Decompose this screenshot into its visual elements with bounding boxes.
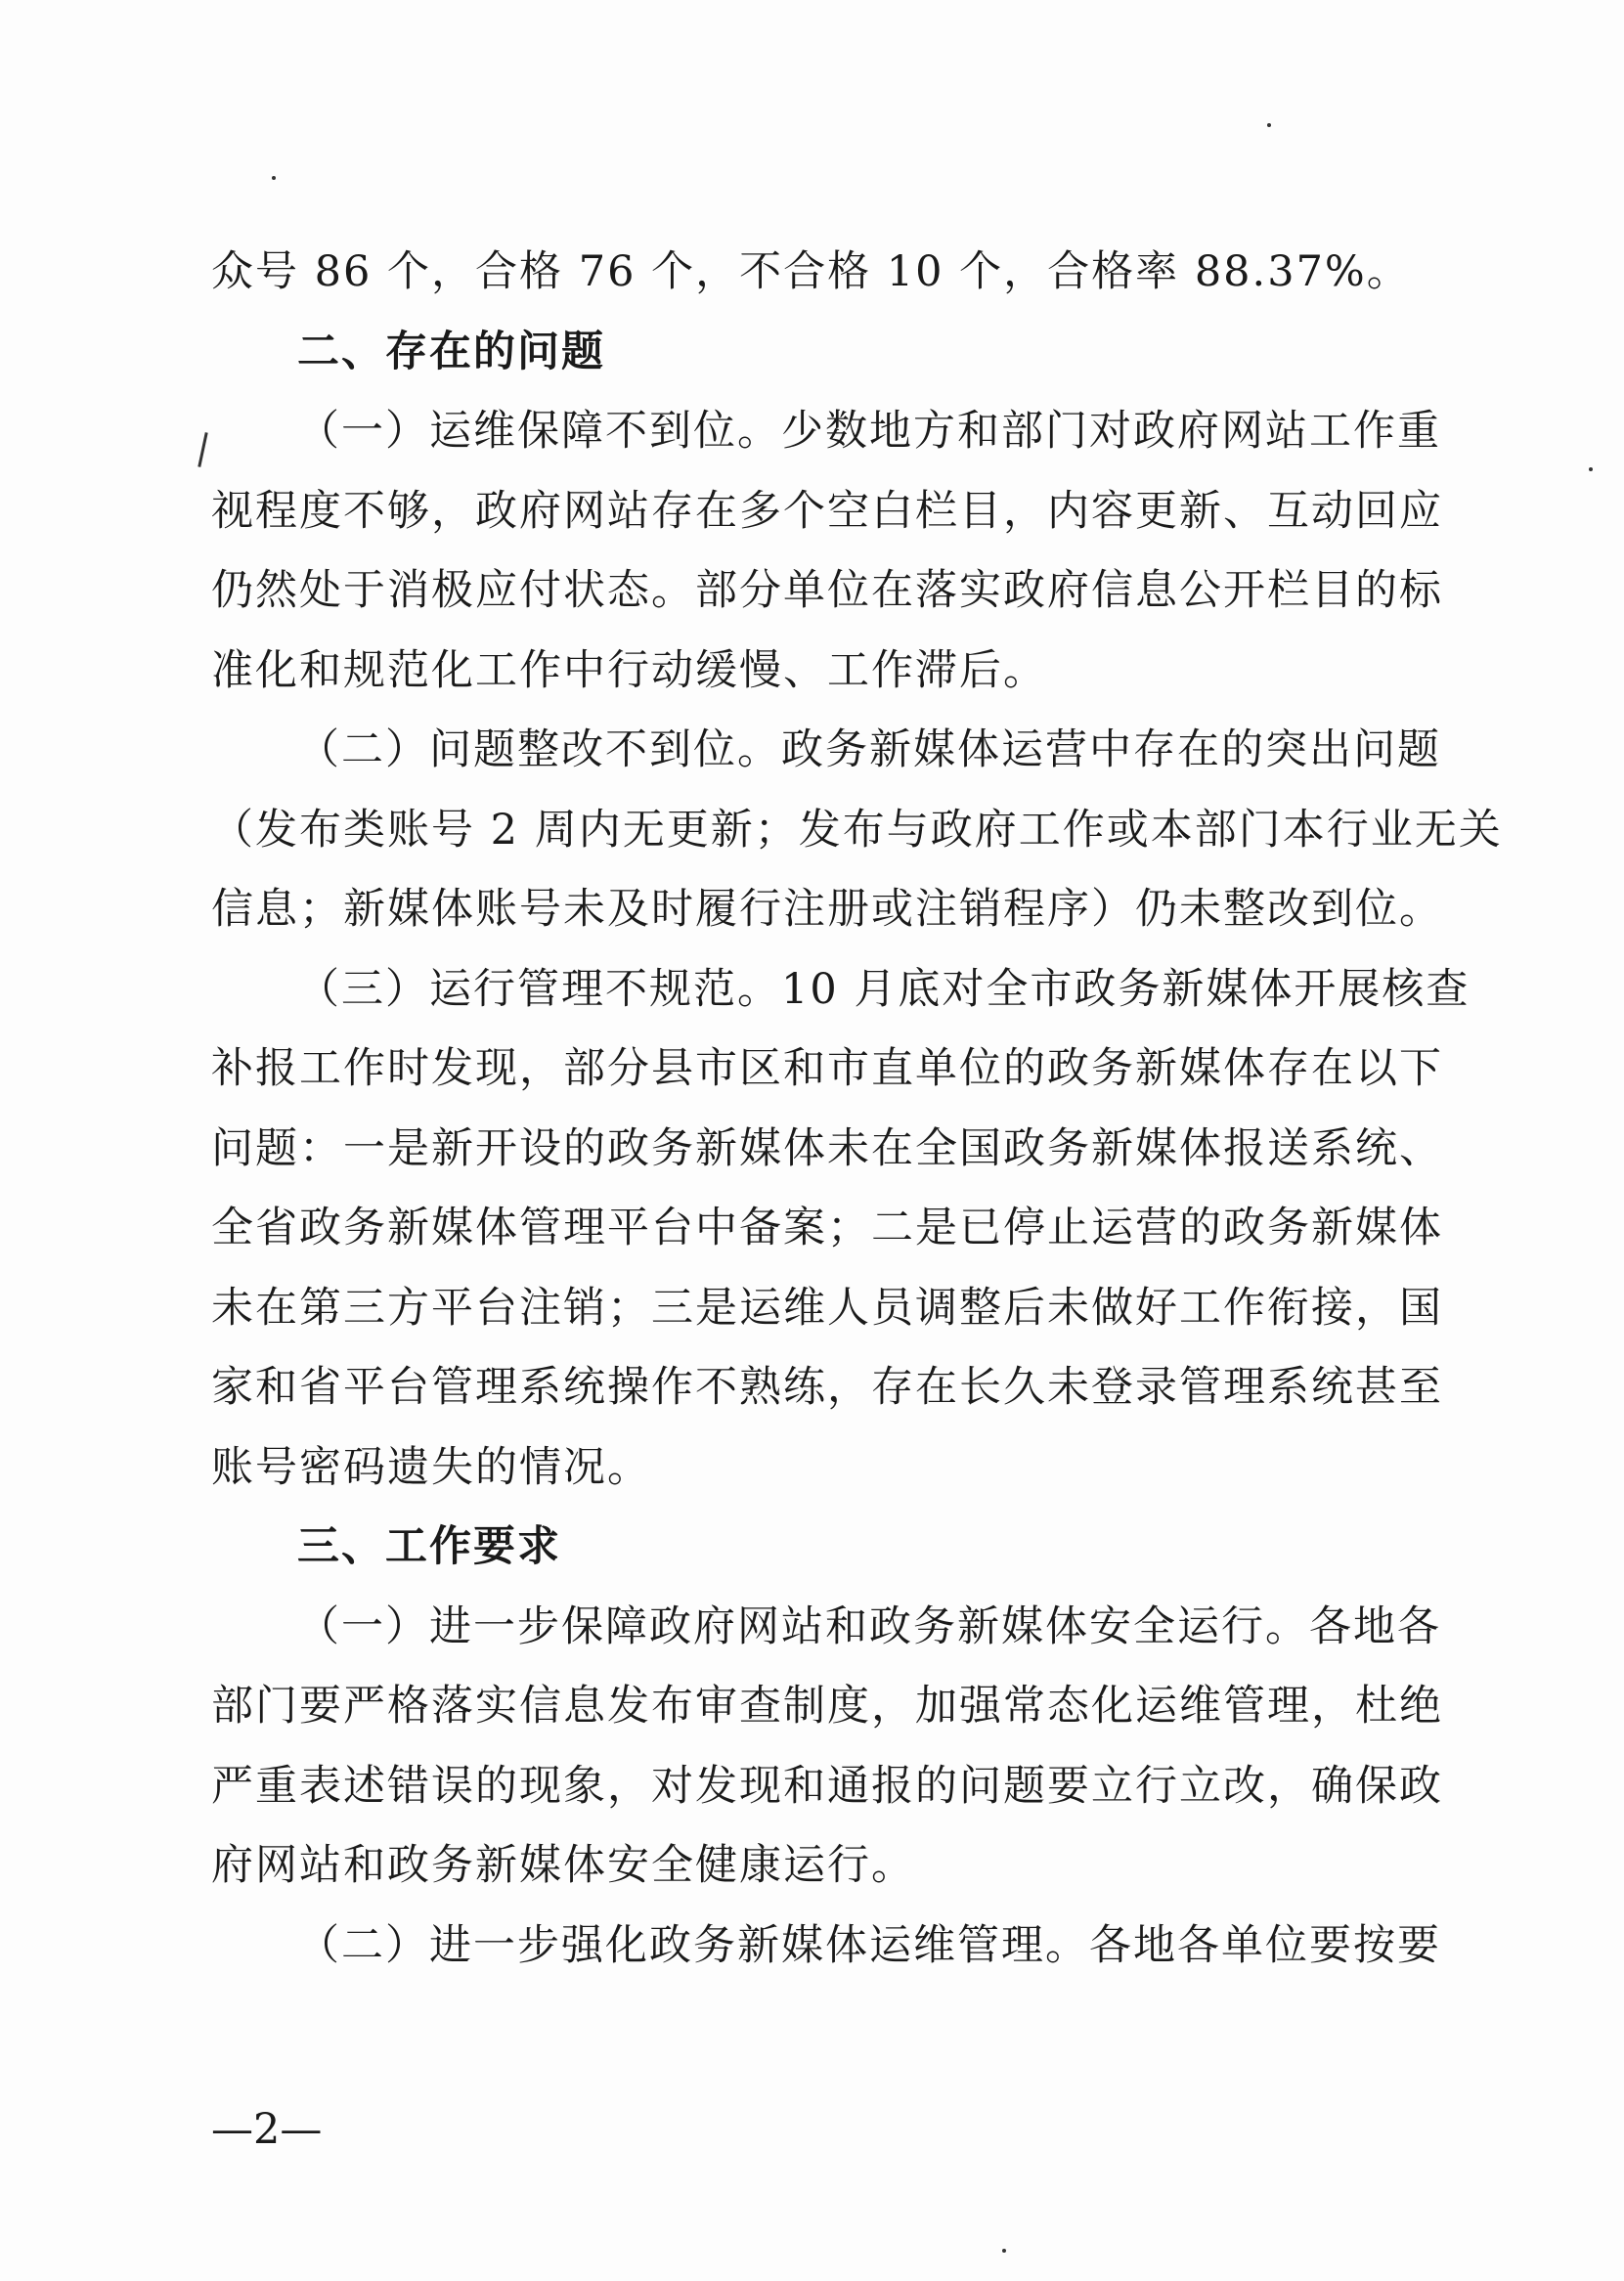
- page-number: —2—: [211, 2105, 323, 2154]
- scan-speck: [1267, 123, 1271, 127]
- body-line: （一）运维保障不到位。少数地方和部门对政府网站工作重: [297, 407, 1441, 456]
- body-line: （一）进一步保障政府网站和政务新媒体安全运行。各地各: [297, 1601, 1441, 1651]
- body-line: 问题：一是新开设的政务新媒体未在全国政务新媒体报送系统、: [211, 1123, 1443, 1173]
- body-line: 信息；新媒体账号未及时履行注册或注销程序）仍未整改到位。: [211, 885, 1443, 934]
- body-line: 仍然处于消极应付状态。部分单位在落实政府信息公开栏目的标: [211, 566, 1443, 615]
- body-line: 府网站和政务新媒体安全健康运行。: [211, 1841, 915, 1890]
- body-line: 部门要严格落实信息发布审查制度，加强常态化运维管理，杜绝: [211, 1682, 1443, 1731]
- body-line: 严重表述错误的现象，对发现和通报的问题要立行立改，确保政: [211, 1761, 1443, 1811]
- body-line: 全省政务新媒体管理平台中备案；二是已停止运营的政务新媒体: [211, 1204, 1443, 1252]
- body-line: 未在第三方平台注销；三是运维人员调整后未做好工作衔接，国: [211, 1283, 1443, 1333]
- body-line: 众号 86 个，合格 76 个，不合格 10 个，合格率 88.37%。: [211, 247, 1411, 296]
- scan-speck: [1002, 2249, 1006, 2253]
- body-line: （二）进一步强化政务新媒体运维管理。各地各单位要按要: [297, 1920, 1441, 1970]
- scan-speck: [1589, 467, 1593, 471]
- scan-pen-mark: [198, 432, 207, 467]
- body-line: 准化和规范化工作中行动缓慢、工作滞后。: [211, 645, 1047, 695]
- body-line: 视程度不够，政府网站存在多个空白栏目，内容更新、互动回应: [211, 486, 1443, 536]
- body-line: （发布类账号 2 周内无更新；发布与政府工作或本部门本行业无关: [211, 805, 1503, 855]
- body-line: （三）运行管理不规范。10 月底对全市政务新媒体开展核查: [297, 964, 1470, 1014]
- document-body: [211, 233, 1503, 1986]
- section-heading: 三、工作要求: [297, 1522, 561, 1571]
- scan-speck: [272, 176, 276, 180]
- body-line: （二）问题整改不到位。政务新媒体运营中存在的突出问题: [297, 725, 1441, 774]
- body-line: 账号密码遗失的情况。: [211, 1442, 651, 1492]
- body-line: 补报工作时发现，部分县市区和市直单位的政务新媒体存在以下: [211, 1044, 1443, 1093]
- body-line: 家和省平台管理系统操作不熟练，存在长久未登录管理系统甚至: [211, 1363, 1443, 1412]
- section-heading: 二、存在的问题: [297, 327, 605, 376]
